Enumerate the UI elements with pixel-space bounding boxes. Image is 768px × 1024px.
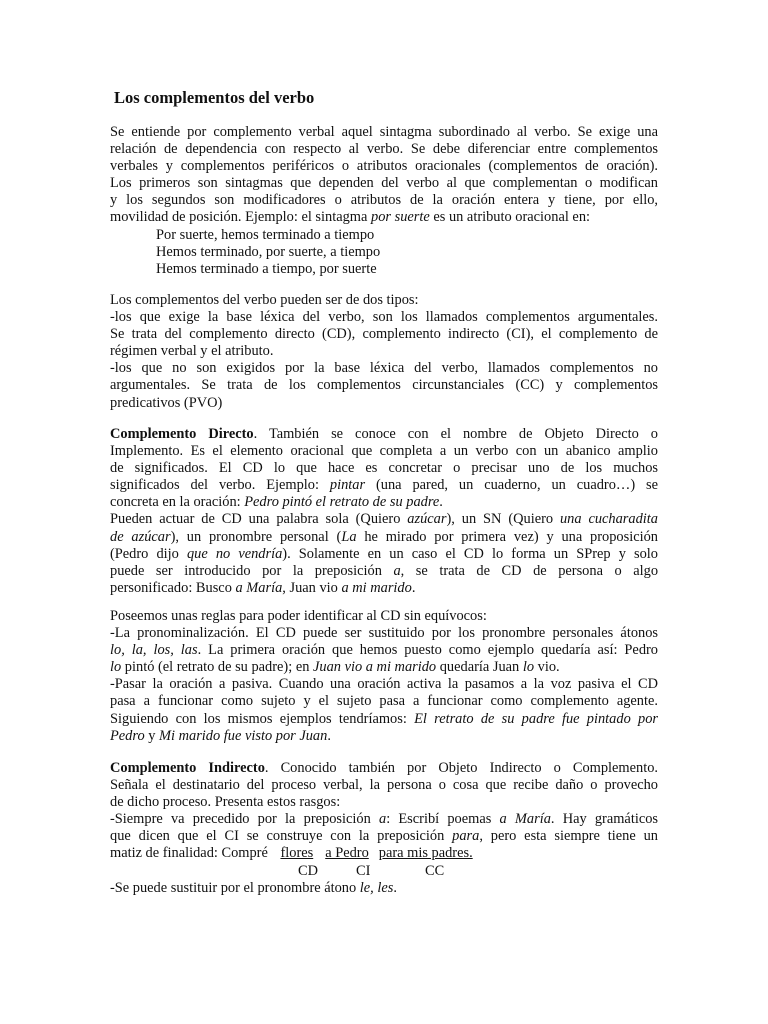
- text-line: -Se puede sustituir por el pronombre átono le, les.: [110, 879, 397, 896]
- example-line: Hemos terminado a tiempo, por suerte: [156, 260, 377, 277]
- text-line: -La pronominalización. El CD puede ser sustituido por los pronombre personales átonos: [110, 625, 658, 642]
- underlined-cd: flores: [280, 845, 314, 862]
- text-line: Complemento Indirecto. Conocido también por Objeto Indirecto o Complemento.: [110, 760, 659, 776]
- text-line: Pueden actuar de CD una palabra sola (Quiero azúcar), un SN (Quiero una cucharadita: [110, 511, 658, 528]
- text-line: lo, la, los, las. La primera oración que hemos puesto como ejemplo quedaría así: Pedro: [110, 642, 659, 659]
- text-line: concreta en la oración: Pedro pintó el retrato de su padre.: [110, 494, 443, 511]
- text-line: Los primeros son sintagmas que dependen del verbo al que complementan o modifican: [110, 175, 658, 192]
- text-line: -los que no son exigidos por la base léxica del verbo, llamados complementos no: [110, 360, 658, 377]
- intro-paragraph: [110, 124, 658, 278]
- text-line: Pedro y Mi marido fue visto por Juan.: [110, 727, 331, 744]
- text-line: puede ser introducido por la preposición a, se trata de CD de persona o algo: [110, 562, 659, 579]
- function-labels: [110, 863, 658, 880]
- section-heading: Complemento Indirecto: [110, 760, 265, 776]
- text-line: Complemento Directo. También se conoce con el nombre de Objeto Directo o: [110, 426, 658, 442]
- underlined-ci: a Pedro: [325, 845, 369, 862]
- text-line: argumentales. Se trata de los complementos circunstanciales (CC) y complementos: [110, 377, 658, 394]
- text-line: Siguiendo con los mismos ejemplos tendríamos: El retrato de su padre fue pintado por: [110, 710, 659, 727]
- text-line: personificado: Busco a María, Juan vio a mi marido.: [110, 579, 416, 596]
- text-line: Se trata del complemento directo (CD), complemento indirecto (CI), el complemento de: [110, 326, 658, 343]
- label-ci: CI: [356, 862, 371, 879]
- underlined-cc: para mis padres.: [378, 845, 473, 862]
- section-heading: Complemento Directo: [110, 426, 254, 442]
- text-line: (Pedro dijo que no vendría). Solamente en un caso el CD lo forma un SPrep y solo: [110, 545, 658, 562]
- label-cd: CD: [298, 862, 318, 879]
- example-line: Hemos terminado, por suerte, a tiempo: [156, 243, 381, 260]
- text-line: de significados. El CD lo que hace es concretar o precisar uno de los muchos: [110, 460, 658, 477]
- text-line: significados del verbo. Ejemplo: pintar (una pared, un cuaderno, un cuadro…) se: [110, 477, 659, 494]
- text-line: movilidad de posición. Ejemplo: el sintagma por suerte es un atributo oracional en:: [110, 209, 591, 226]
- ci-section: [110, 760, 658, 897]
- text-line: y los segundos son modificadores o atributos de la oración entera y tiene, por ello,: [110, 192, 658, 209]
- text-line: de azúcar), un pronombre personal (La he mirado por primera vez) y una proposición: [110, 528, 658, 545]
- label-cc: CC: [425, 862, 445, 879]
- text-line: relación de dependencia con respecto al verbo. Se debe diferenciar entre complementos: [110, 141, 658, 158]
- text-line: -los que exige la base léxica del verbo, son los llamados complementos argumentales.: [110, 309, 658, 326]
- example-phrase: por suerte: [371, 209, 430, 226]
- text-line: -Pasar la oración a pasiva. Cuando una oración activa la pasamos a la voz pasiva el CD: [110, 676, 658, 693]
- text-line: Se entiende por complemento verbal aquel sintagma subordinado al verbo. Se exige una: [110, 124, 658, 140]
- text-line: de dicho proceso. Presenta estos rasgos:: [110, 794, 341, 811]
- rules-paragraph: [110, 608, 658, 745]
- text-line: Poseemos unas reglas para poder identificar al CD sin equívocos:: [110, 608, 487, 624]
- text-line: predicativos (PVO): [110, 394, 223, 411]
- text-line: verbales y complementos periféricos o atributos oracionales (complementos de oración).: [110, 158, 658, 175]
- text-line: Implemento. Es el elemento oracional que completa a un verbo con un abanico amplio: [110, 443, 658, 460]
- text-line: pasa a funcionar como sujeto y el sujeto pasa a funcionar como complemento agente.: [110, 693, 658, 710]
- types-paragraph: [110, 292, 658, 412]
- cd-section: [110, 426, 658, 597]
- page-title: Los complementos del verbo: [114, 88, 315, 107]
- text-line: Señala el destinatario del proceso verbal, la persona o cosa que recibe daño o provecho: [110, 777, 658, 794]
- text-line: lo pintó (el retrato de su padre); en Juan vio a mi marido quedaría Juan lo vio.: [110, 659, 560, 676]
- text-line: que dicen que el CI se construye con la preposición para, pero esta siempre tiene un: [110, 828, 658, 845]
- text-line: régimen verbal y el atributo.: [110, 343, 274, 360]
- example-line: Por suerte, hemos terminado a tiempo: [156, 226, 375, 243]
- text-line: Los complementos del verbo pueden ser de dos tipos:: [110, 292, 419, 308]
- text-line: matiz de finalidad: Compré flores a Pedro para mis padres.: [110, 845, 473, 862]
- text-line: -Siempre va precedido por la preposición a: Escribí poemas a María. Hay gramáticos: [110, 811, 658, 828]
